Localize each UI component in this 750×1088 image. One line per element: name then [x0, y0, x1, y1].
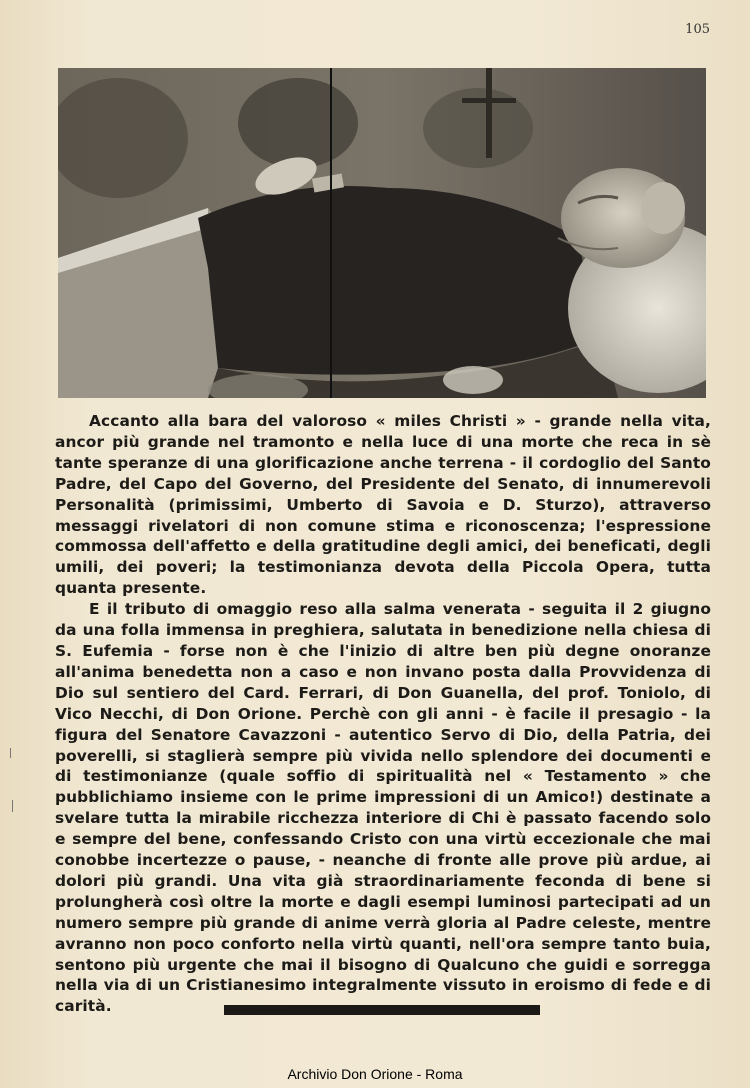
paragraph-tribute: E il tributo di omaggio reso alla salma venerata - seguita il 2 giugno da una folla immensa in preghiera, salutata in benedizione nella chiesa di S. Eufemia - forse non è che l'inizio di altre ben più degne onoranze all'anima benedetta non a caso e non invano posta dalla Provvidenza di Dio sul sentiero del Card. Ferrari, di Don Guanella, del prof. Toniolo, di Vico Necchi, di Don Orione. Perchè con gli anni - è facile il presagio - la figura del Senatore Cavazzoni - autentico Servo di Dio, della Patria, dei poverelli, si staglierà sempre più vivida nello splendore dei documenti e di testimonianze (quale soffio di spiritualità nel « Testamento » che pubblichiamo insieme con le prime impressioni di un Amico!) destinate a svelare tutta la mirabile ricchezza interiore di Chi è passato facendo solo e sempre del bene, confessando Cristo con una virtù eccezionale che mai conobbe incertezze o pause, - neanche di fronte alle prove più ardue, ai dolori più grandi. Una vita già straordinariamente feconda di bene si prolungherà così oltre la morte e dagli esempi luminosi partecipati ad un numero sempre più grande di anime verrà gloria al Padre celeste, mentre avranno non poco conforto nella virtù quanti, nell'ora sempre tanto buia, sentono più urgente che mai il bisogno di Qualcuno che guidi e sorregga nella via di un Cristianesimo integralmente vissuto in eroismo di fede e di carità.	[55, 600, 711, 1016]
photograph-deceased-senator-icon	[58, 68, 706, 398]
margin-mark	[12, 800, 13, 812]
page-number: 105	[685, 22, 710, 37]
margin-mark	[10, 748, 11, 758]
closing-rule	[224, 1005, 540, 1015]
archive-footer: Archivio Don Orione - Roma	[287, 1066, 463, 1082]
paragraph-condolences: Accanto alla bara del valoroso « miles Christi » - grande nella vita, ancor più grande nel tramonto e nella luce di una morte che reca in sè tante speranze di una glorificazione anche terrena - il cordoglio del Santo Padre, del Capo del Governo, del Presidente del Senato, di innumerevoli Personalità (primissimi, Umberto di Savoia e D. Sturzo), attraverso messaggi rivelatori di non comune stima e riconoscenza; l'espressione commossa dell'affetto e della gratitudine degli amici, dei beneficati, degli umili, dei poveri; la testimonianza devota della Piccola Opera, tutta quanta presente.	[55, 412, 711, 598]
photograph	[58, 68, 706, 398]
body-text	[55, 411, 711, 1017]
